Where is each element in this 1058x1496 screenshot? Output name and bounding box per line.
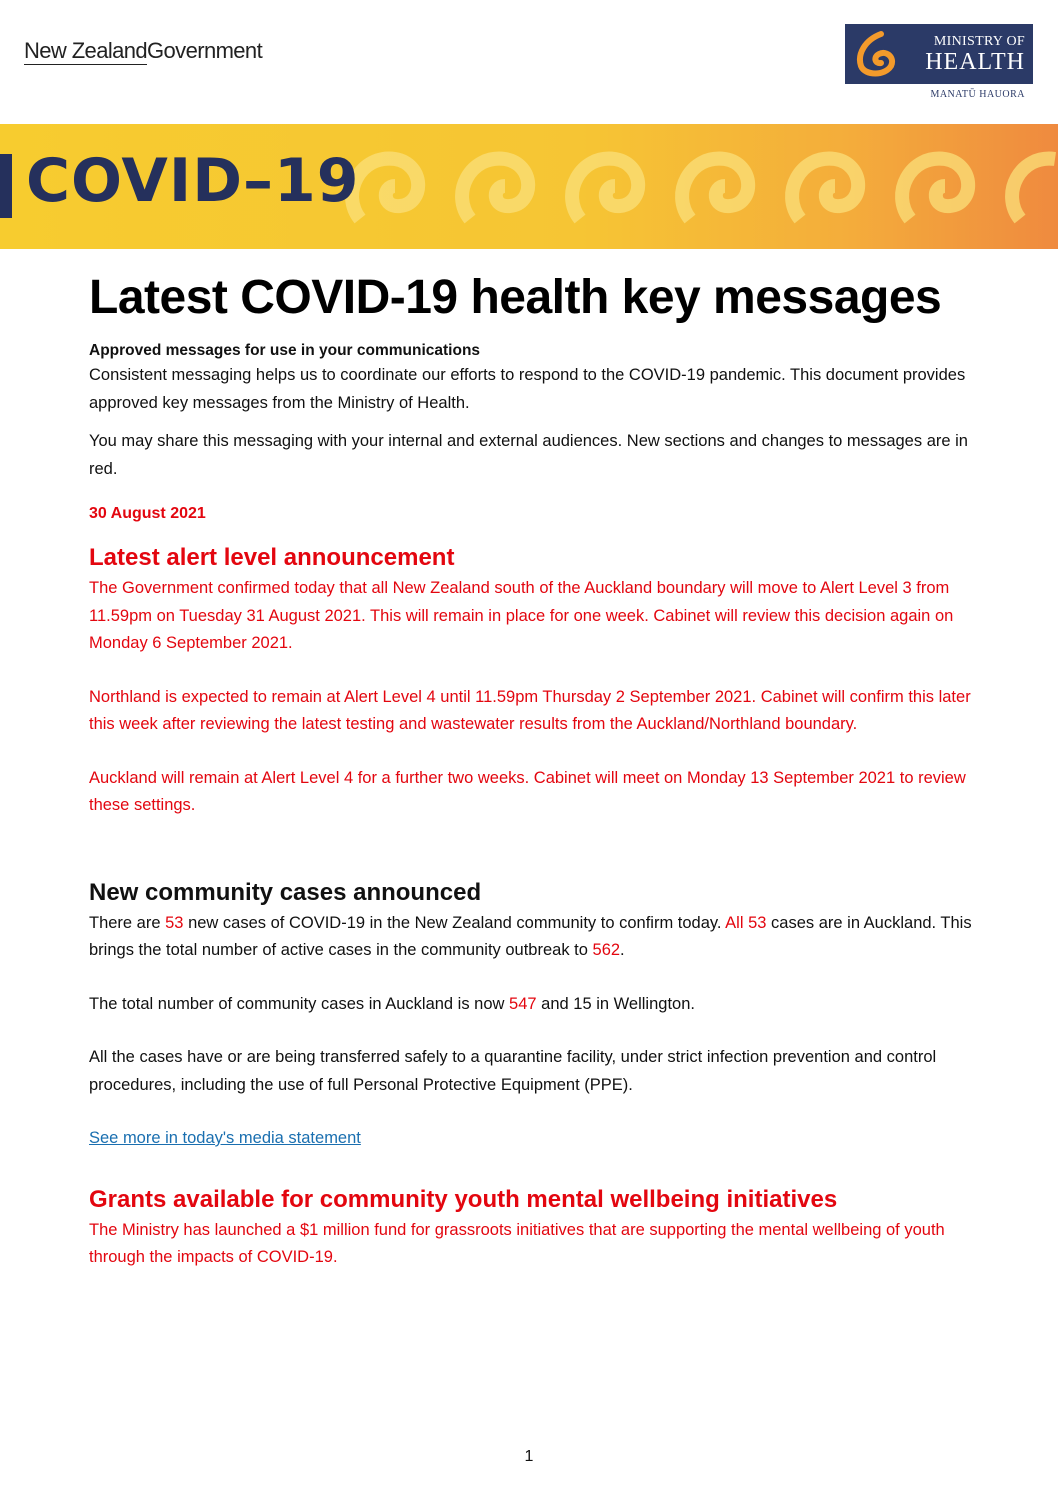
page-header (0, 0, 1058, 124)
alert-paragraph-2: Northland is expected to remain at Alert Level 4 until 11.59pm Thursday 2 September 2021. Cabinet will confirm this later this week after reviewing the latest testing and wastewater results from the Auckland/Northland boundary. (89, 687, 971, 733)
auckland-cases-count: All 53 (725, 913, 767, 932)
cases-paragraph-2 (89, 991, 999, 1019)
banner-title: COVID–19 (26, 146, 360, 216)
cases-text: . (620, 941, 625, 959)
nz-government-logo (24, 38, 262, 64)
cases-text: cases are in Auckland. This brings the total number of active cases in the community outbreak to (89, 913, 972, 959)
cases-text: new cases of COVID-19 in the New Zealand community to confirm today. (183, 913, 726, 932)
intro-paragraph-1: Consistent messaging helps us to coordinate our efforts to respond to the COVID-19 pandemic. This document provides approved key messages from the Ministry of Health. (89, 366, 966, 412)
moh-line1: MINISTRY OF (933, 34, 1025, 49)
nzgov-text-part2: Government (147, 38, 263, 63)
alert-paragraph-3: Auckland will remain at Alert Level 4 for a further two weeks. Cabinet will meet on Monday 13 September 2021 to review these settings. (89, 768, 966, 814)
koru-icon (851, 30, 903, 78)
koru-pattern-icon (340, 124, 1058, 249)
intro-paragraph-2: You may share this messaging with your internal and external audiences. New sections and changes to messages are in red. (89, 432, 968, 478)
media-statement-link[interactable]: See more in today's media statement (89, 1129, 361, 1147)
alert-paragraph-1: The Government confirmed today that all New Zealand south of the Auckland boundary will move to Alert Level 3 from 11.59pm on Tuesday 31 August 2021. This will remain in place for one week. Cabinet will review this decision again on Monday 6 September 2021. (89, 579, 954, 652)
community-cases-heading: New community cases announced (89, 878, 482, 906)
cases-text: and 15 in Wellington. (536, 994, 695, 1013)
cases-paragraph-3: All the cases have or are being transferred safely to a quarantine facility, under strict infection prevention and control procedures, including the use of full Personal Protective Equipment (PPE). (89, 1048, 937, 1094)
auckland-total-count: 547 (509, 994, 537, 1013)
active-cases-count: 562 (592, 941, 621, 959)
document-body (89, 262, 999, 1272)
page-title: Latest COVID-19 health key messages (89, 271, 942, 324)
grants-heading: Grants available for community youth mental wellbeing initiatives (89, 1185, 838, 1213)
new-cases-count: 53 (165, 913, 184, 932)
moh-line2: HEALTH (925, 49, 1025, 75)
alert-level-heading: Latest alert level announcement (89, 544, 455, 571)
grants-paragraph: The Ministry has launched a $1 million fund for grassroots initiatives that are supporting the mental wellbeing of youth through the impacts of COVID-19. (89, 1220, 945, 1266)
cases-text: The total number of community cases in Auckland is now (89, 994, 510, 1013)
document-date: 30 August 2021 (89, 505, 206, 522)
page-number: 1 (524, 1448, 534, 1465)
moh-logo-box (845, 24, 1033, 84)
intro-subhead: Approved messages for use in your communications (89, 342, 481, 359)
cases-paragraph-1 (89, 910, 999, 965)
covid-banner (0, 124, 1058, 249)
cases-text: There are (89, 913, 166, 932)
nzgov-text-part1: New Zealand (24, 38, 148, 63)
banner-accent-bar (0, 154, 12, 218)
moh-subtitle: MANATŪ HAUORA (930, 89, 1025, 100)
ministry-of-health-logo (845, 24, 1033, 100)
